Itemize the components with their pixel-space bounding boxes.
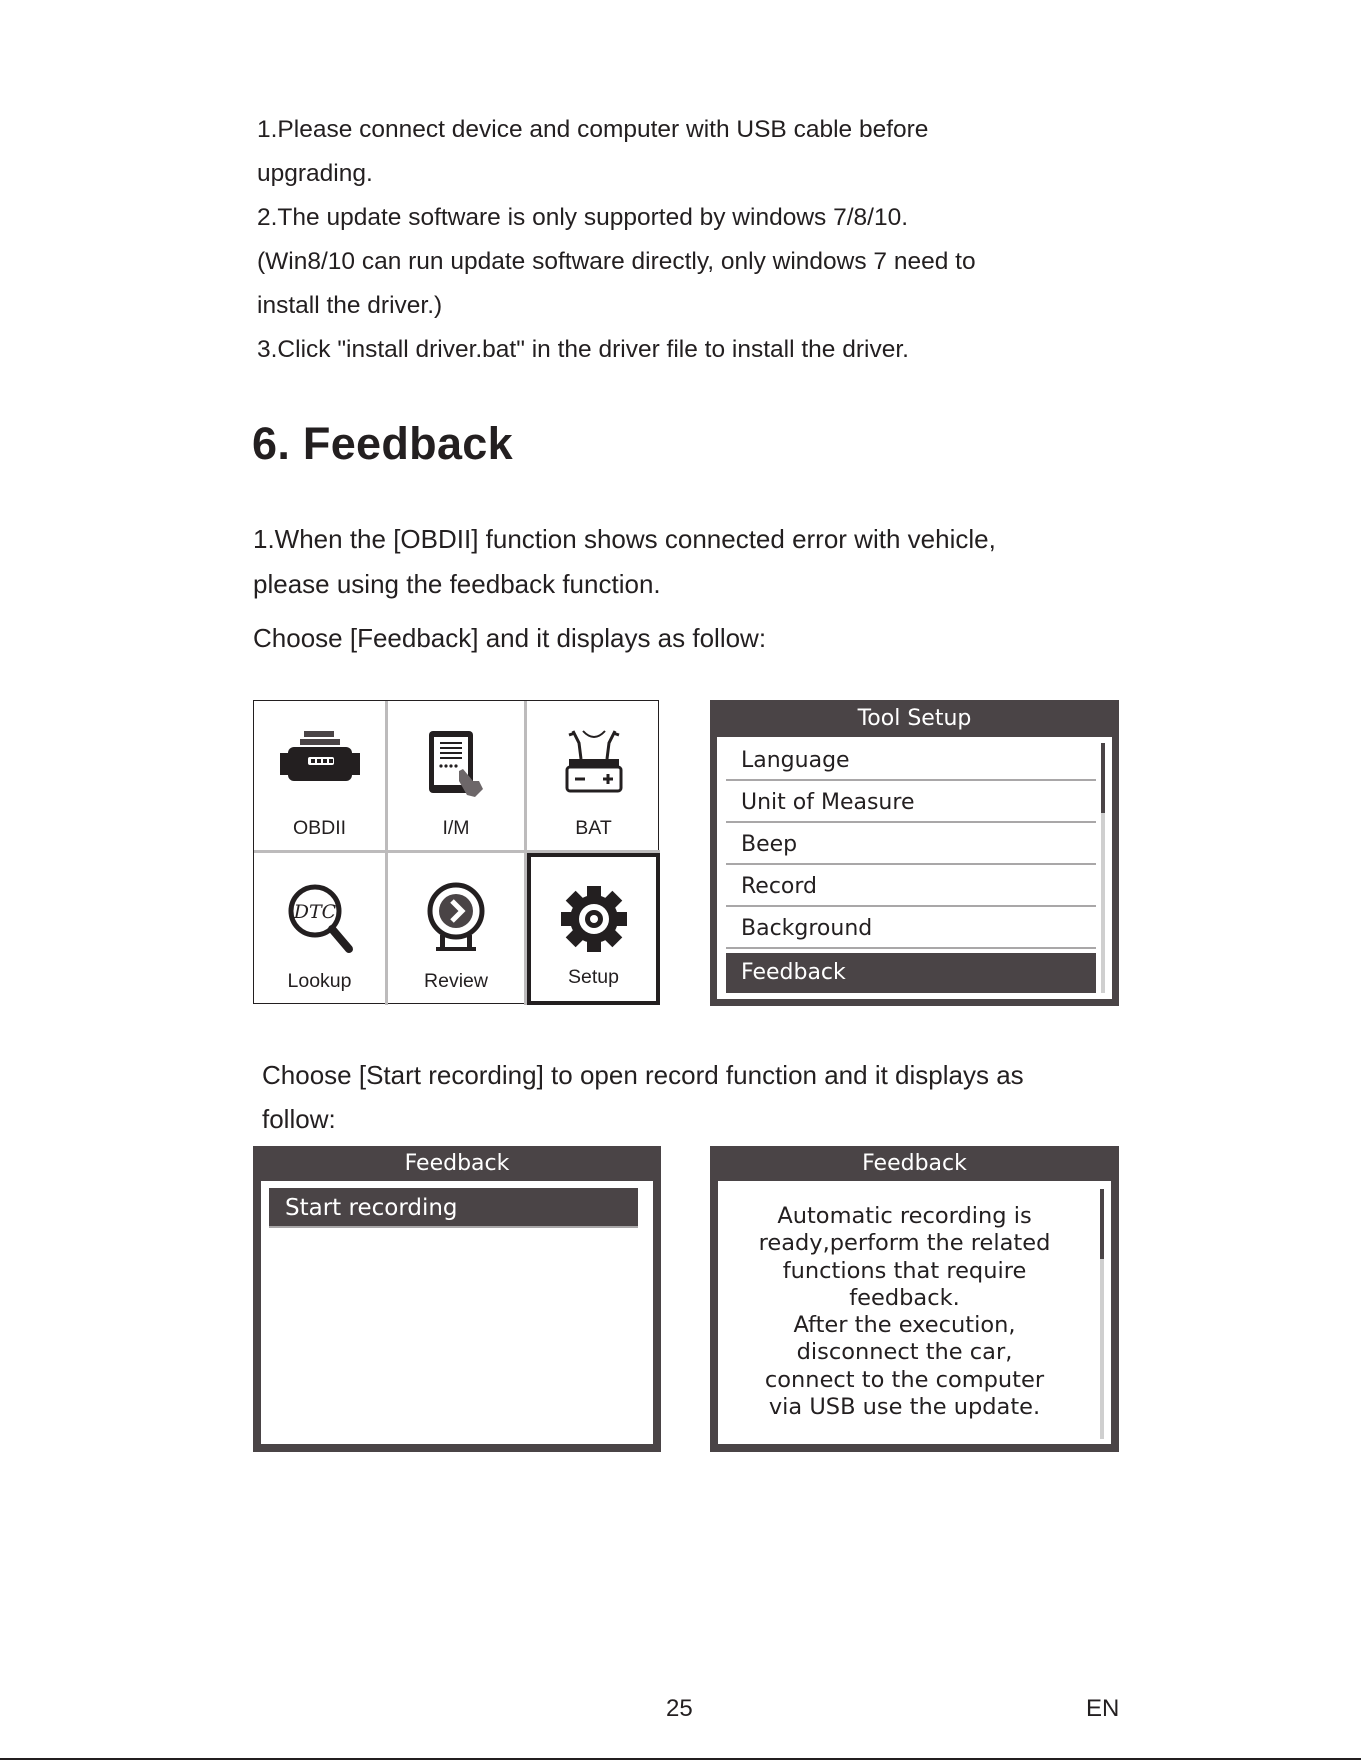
menu-item-label: Lookup xyxy=(287,970,352,992)
tool-setup-list xyxy=(717,737,1112,999)
feedback-message-text: Automatic recording is ready,perform the related functions that require feedback. After the execution, disconnect the car, connect to the computer via USB use the update. xyxy=(758,1203,1051,1421)
start-recording-item[interactable]: Start recording xyxy=(269,1188,638,1228)
menu-item-label: I/M xyxy=(442,817,470,839)
feedback-message-body xyxy=(718,1181,1111,1444)
upgrade-step-line: 3.Click "install driver.bat" in the driver file to install the driver. xyxy=(257,336,909,363)
menu-item-review[interactable] xyxy=(388,853,527,1005)
feedback-screen xyxy=(253,1146,661,1452)
menu-item-label: Review xyxy=(424,970,488,992)
battery-icon xyxy=(559,729,629,793)
bottom-rule xyxy=(0,1758,1361,1760)
gear-icon xyxy=(560,885,628,953)
setup-item-unit-of-measure[interactable]: Unit of Measure xyxy=(726,783,1096,823)
tablet-icon xyxy=(423,729,489,799)
feedback-intro-line: 1.When the [OBDII] function shows connected error with vehicle, xyxy=(253,524,996,554)
upgrade-step-line: 2.The update software is only supported by windows 7/8/10. xyxy=(257,204,908,231)
menu-item-label: OBDII xyxy=(292,817,347,839)
menu-item-im[interactable] xyxy=(388,701,527,853)
setup-item-language[interactable]: Language xyxy=(726,741,1096,781)
screen-title: Feedback xyxy=(862,1151,967,1176)
setup-item-background[interactable]: Background xyxy=(726,909,1096,949)
upgrade-step-line: 1.Please connect device and computer with USB cable before xyxy=(257,116,929,143)
feedback-intro-line: please using the feedback function. xyxy=(253,569,661,599)
setup-item-feedback[interactable]: Feedback xyxy=(726,953,1096,993)
feedback-message-screen xyxy=(710,1146,1119,1452)
scrollbar-thumb[interactable] xyxy=(1101,743,1105,813)
menu-item-lookup[interactable] xyxy=(254,853,388,1005)
scrollbar-thumb[interactable] xyxy=(1100,1189,1104,1259)
scrollbar[interactable] xyxy=(1100,1189,1104,1439)
feedback-list xyxy=(261,1181,653,1444)
dtc-magnifier-icon xyxy=(283,881,357,955)
tool-setup-screen xyxy=(710,700,1119,1006)
menu-item-obdii[interactable] xyxy=(254,701,388,853)
setup-item-record[interactable]: Record xyxy=(726,867,1096,907)
upgrade-step-line: upgrading. xyxy=(257,160,373,187)
record-intro-line: follow: xyxy=(262,1104,336,1134)
record-intro-line: Choose [Start recording] to open record function and it displays as xyxy=(262,1060,1024,1090)
screen-title: Tool Setup xyxy=(857,706,972,731)
svg-text:DTC: DTC xyxy=(293,901,336,923)
review-icon xyxy=(424,881,488,953)
engine-icon xyxy=(278,729,362,789)
upgrade-step-line: (Win8/10 can run update software directly, only windows 7 need to xyxy=(257,248,976,275)
screen-title: Feedback xyxy=(404,1151,510,1176)
menu-item-label: Setup xyxy=(568,966,619,988)
section-title: 6. Feedback xyxy=(252,418,513,469)
page-number: 25 xyxy=(666,1695,693,1722)
main-menu-grid xyxy=(253,700,659,1004)
setup-item-beep[interactable]: Beep xyxy=(726,825,1096,865)
language-label: EN xyxy=(1086,1695,1120,1722)
menu-item-setup[interactable] xyxy=(527,853,660,1005)
menu-item-label: BAT xyxy=(575,817,612,839)
upgrade-step-line: install the driver.) xyxy=(257,292,443,319)
feedback-intro-line: Choose [Feedback] and it displays as follow: xyxy=(253,623,767,653)
scrollbar[interactable] xyxy=(1101,743,1105,993)
menu-item-bat[interactable] xyxy=(527,701,660,853)
